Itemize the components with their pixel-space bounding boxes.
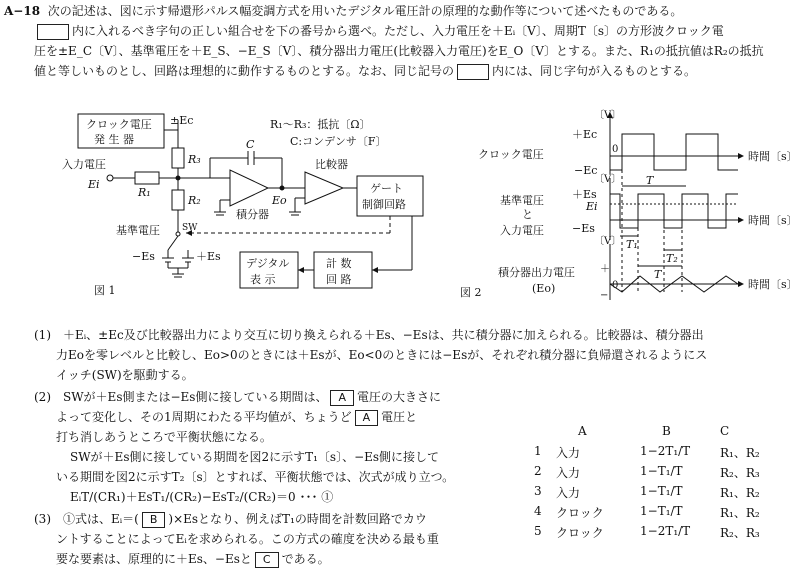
t2-label: T₂ bbox=[666, 252, 678, 265]
option-number: 1 bbox=[534, 444, 542, 458]
option-c: R₁、R₂ bbox=[720, 446, 760, 460]
blank-box bbox=[457, 64, 489, 80]
t1-label: T₁ bbox=[626, 238, 638, 251]
integrator-output-label: (Eo) bbox=[532, 282, 556, 295]
plus-ec-label: ＋Ec bbox=[572, 128, 598, 141]
option-a: 入力 bbox=[556, 466, 581, 480]
ref-input-label: 基準電圧 bbox=[500, 194, 544, 207]
question-line-2 bbox=[34, 22, 724, 40]
gate-label: ゲート bbox=[370, 182, 403, 195]
r2-label: R₂ bbox=[188, 194, 201, 207]
ref-input-label: 入力電圧 bbox=[500, 224, 544, 237]
question-id: A−18 bbox=[4, 4, 41, 18]
blank-box-a: A bbox=[330, 390, 354, 406]
eo-label: Eo bbox=[272, 194, 287, 207]
t-label: T bbox=[654, 268, 662, 281]
paragraph-text: よって変化し、その1周期にわたる平均値が、ちょうど bbox=[56, 410, 352, 424]
time-label: 時間〔s〕 bbox=[748, 150, 798, 163]
minus-ec-label: −Ec bbox=[574, 164, 598, 177]
paragraph-text: )×Esとなり、例えばT₁の時間を計数回路でカウ bbox=[168, 512, 427, 526]
t-label: T bbox=[646, 174, 654, 187]
option-c: R₂、R₃ bbox=[720, 526, 760, 540]
integrator-output-label: 積分器出力電圧 bbox=[498, 266, 575, 279]
figure-2-waveforms bbox=[460, 108, 798, 308]
blank-box-b: B bbox=[142, 512, 166, 528]
paragraph-2-line bbox=[56, 408, 417, 426]
option-a: 入力 bbox=[556, 486, 581, 500]
option-b: 1−2T₁/T bbox=[640, 524, 691, 538]
time-label: 時間〔s〕 bbox=[748, 214, 798, 227]
c-label: C bbox=[246, 138, 255, 151]
plus-label: ＋ bbox=[600, 264, 610, 275]
ei-label: Ei bbox=[586, 200, 598, 213]
gate-label: 制御回路 bbox=[362, 198, 406, 211]
plus-es-label: ＋Es bbox=[572, 188, 597, 201]
option-number: 3 bbox=[534, 484, 542, 498]
question-text: 値と等しいものとし、回路は理想的に動作するものとする。なお、同じ記号の bbox=[34, 64, 455, 78]
paragraph-text: 電圧の大きさに bbox=[356, 390, 441, 404]
question-text: 内には、同じ字句が入るものとする。 bbox=[492, 64, 697, 78]
paragraph-3-line: ントすることによってEᵢを求められる。この方式の確度を決める最も重 bbox=[56, 532, 439, 546]
option-number: 5 bbox=[534, 524, 542, 538]
unit-v-label: 〔V〕 bbox=[594, 110, 622, 121]
digital-display-label: 表 示 bbox=[250, 273, 276, 286]
zero-label: 0 bbox=[612, 144, 619, 155]
question-text: 圧を±E_C〔V〕、基準電圧を＋E_S、−E_S〔V〕、積分器出力電圧(比較器入力電圧)をE_O〔V〕とする。また、R₁の抵抗値はR₂の抵抗 bbox=[34, 44, 764, 58]
comparator-label: 比較器 bbox=[315, 158, 348, 171]
option-c: R₂、R₃ bbox=[720, 466, 760, 480]
ref-voltage-label: 基準電圧 bbox=[116, 224, 160, 237]
clock-generator-label: 発 生 器 bbox=[94, 133, 134, 146]
question-line-1 bbox=[4, 2, 682, 20]
capacitor-legend: C:コンデンサ〔F〕 bbox=[290, 135, 387, 148]
plus-es-label: ＋Es bbox=[196, 250, 221, 263]
equation-1: EᵢT/(CR₁)＋EsT₁/(CR₂)−EsT₂/(CR₂)＝0 ･･･ ① bbox=[70, 490, 334, 504]
digital-display-label: デジタル bbox=[246, 257, 290, 270]
question-line-4 bbox=[34, 62, 696, 80]
input-voltage-label: 入力電圧 bbox=[62, 158, 106, 171]
options-header-b: B bbox=[662, 424, 671, 438]
option-c: R₁、R₂ bbox=[720, 506, 760, 520]
figure-2-label: 図 2 bbox=[460, 286, 482, 299]
blank-box-a: A bbox=[355, 410, 379, 426]
figure-1-label: 図 1 bbox=[94, 284, 116, 297]
paragraph-1-line: 力Eoを零レベルと比較し、Eo>0のときには＋Esが、Eo<0のときには−Esが、それぞれ積分器に負帰還されるようにス bbox=[56, 348, 708, 362]
paragraph-3-line bbox=[34, 510, 427, 528]
option-c: R₁、R₂ bbox=[720, 486, 760, 500]
time-label: 時間〔s〕 bbox=[748, 278, 798, 291]
options-header-a: A bbox=[578, 424, 587, 438]
figure-1-circuit bbox=[60, 108, 460, 308]
blank-box bbox=[37, 24, 69, 40]
option-b: 1−2T₁/T bbox=[640, 444, 691, 458]
option-b: 1−T₁/T bbox=[640, 484, 683, 498]
paragraph-text: (3) ①式は、Eᵢ＝( bbox=[34, 512, 139, 526]
paragraph-text: である。 bbox=[281, 552, 330, 566]
blank-box-c: C bbox=[255, 552, 279, 568]
paragraph-1-line: (1) ＋Eᵢ、±Ec及び比較器出力により交互に切り換えられる＋Es、−Esは、共に積分器に加えられる。比較器は、積分器出 bbox=[34, 328, 704, 342]
resistor-legend: R₁〜R₃：抵抗〔Ω〕 bbox=[270, 118, 371, 131]
option-a: 入力 bbox=[556, 446, 581, 460]
paragraph-text: 電圧と bbox=[381, 410, 418, 424]
pm-ec-label: ±Ec bbox=[170, 114, 194, 127]
minus-label: − bbox=[600, 290, 609, 301]
paragraph-text: 要な要素は、原理的に＋Es、−Esと bbox=[56, 552, 252, 566]
counter-label: 計 数 bbox=[326, 257, 352, 270]
option-a: クロック bbox=[556, 526, 604, 540]
option-a: クロック bbox=[556, 506, 604, 520]
integrator-label: 積分器 bbox=[236, 208, 269, 221]
minus-es-label: −Es bbox=[132, 250, 155, 263]
paragraph-text: (2) SWが＋Es側または−Es側に接している期間は、 bbox=[34, 390, 328, 404]
paragraph-2-line: いる期間を図2に示すT₂〔s〕とすれば、平衡状態では、次式が成り立つ。 bbox=[56, 470, 455, 484]
counter-label: 回 路 bbox=[326, 273, 352, 286]
zero-label: 0 bbox=[612, 280, 619, 291]
option-b: 1−T₁/T bbox=[640, 464, 683, 478]
r3-label: R₃ bbox=[188, 153, 201, 166]
paragraph-1-line: イッチ(SW)を駆動する。 bbox=[56, 368, 194, 382]
sw-label: SW bbox=[182, 223, 198, 233]
clock-voltage-label: クロック電圧 bbox=[478, 148, 544, 161]
question-line-3 bbox=[34, 42, 764, 60]
clock-generator-label: クロック電圧 bbox=[86, 118, 152, 131]
r1-label: R₁ bbox=[138, 186, 151, 199]
ref-input-label: と bbox=[522, 208, 533, 221]
option-number: 4 bbox=[534, 504, 542, 518]
option-number: 2 bbox=[534, 464, 542, 478]
question-intro: 次の記述は、図に示す帰還形パルス幅変調方式を用いたデジタル電圧計の原理的な動作等について述べたものである。 bbox=[47, 4, 683, 18]
minus-es-label: −Es bbox=[572, 222, 595, 235]
paragraph-3-line bbox=[56, 550, 330, 568]
options-header-c: C bbox=[720, 424, 730, 438]
unit-v-label: 〔V〕 bbox=[594, 174, 622, 185]
unit-v-label: 〔V〕 bbox=[594, 236, 622, 247]
paragraph-2-line: SWが＋Es側に接している期間を図2に示すT₁〔s〕、−Es側に接して bbox=[70, 450, 440, 464]
option-b: 1−T₁/T bbox=[640, 504, 683, 518]
question-text: 内に入れるべき字句の正しい組合せを下の番号から選べ。ただし、入力電圧を＋Eᵢ〔V〕、周期T〔s〕の方形波クロック電 bbox=[72, 24, 724, 38]
ei-label: Ei bbox=[88, 178, 100, 191]
paragraph-2-line: 打ち消しあうところで平衡状態になる。 bbox=[56, 430, 272, 444]
paragraph-2-line bbox=[34, 388, 441, 406]
